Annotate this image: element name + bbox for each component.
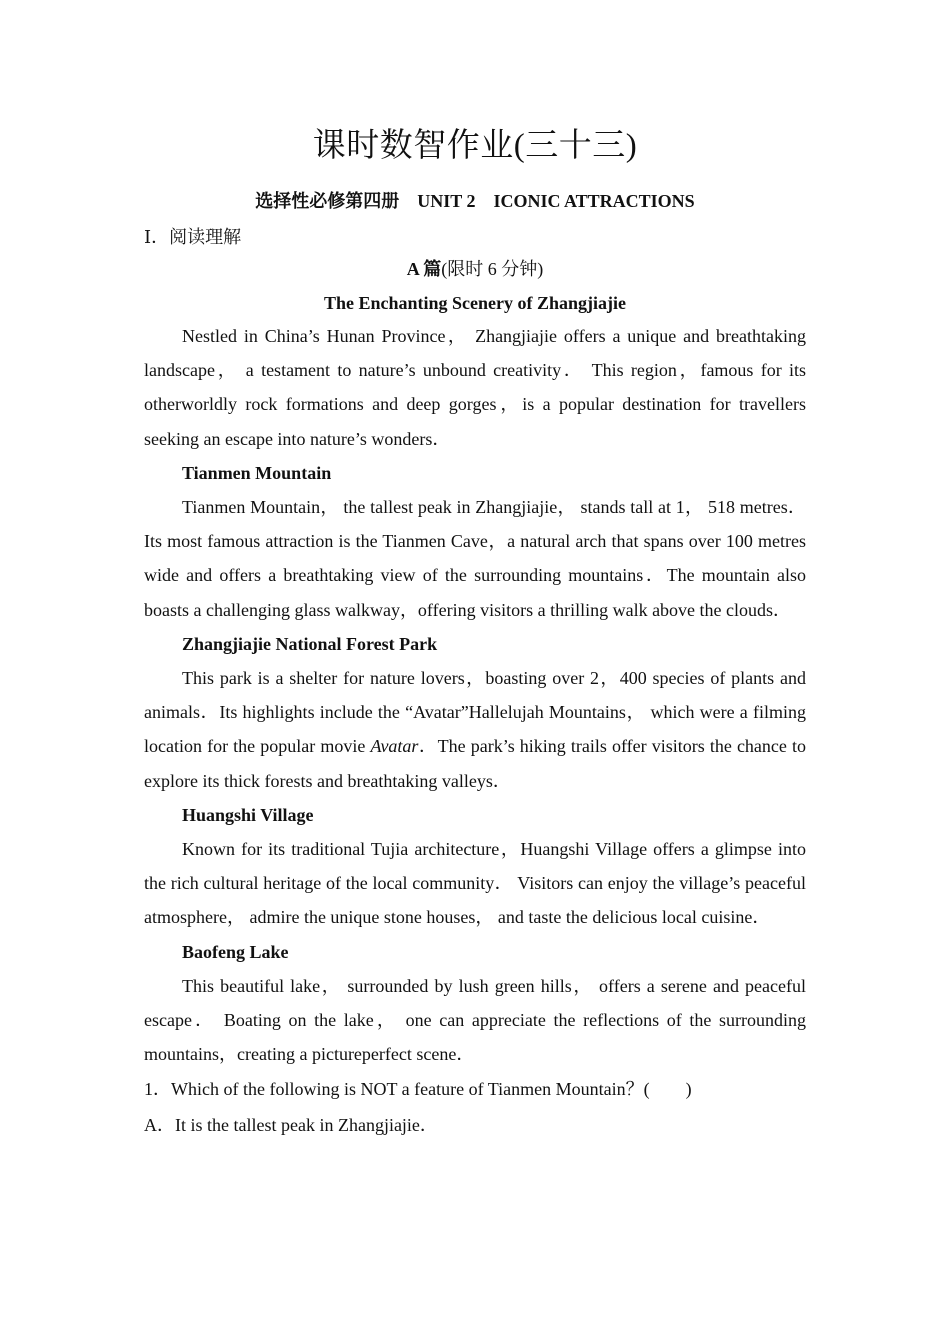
section-heading: Ⅰ．阅读理解 [144, 227, 242, 247]
paragraph-baofeng: This beautiful lake， surrounded by lush green hills， offers a serene and peaceful escape． Boating on the lake， one can appreciate the reflections of the surrounding mountains，creating a pictureperfect scene． [144, 975, 806, 1065]
intro-paragraph: Nestled in China’s Hunan Province， Zhangjiajie offers a unique and breathtaking landscape， a testament to nature’s unbound creativity． This region，famous for its otherworldly rock formations and deep gorges，is a popular destination for travellers seeking an escape into nature’s wonders． [144, 326, 806, 449]
section-heading-baofeng: Baofeng Lake [182, 941, 289, 962]
paragraph-huangshi: Known for its traditional Tujia architecture，Huangshi Village offers a glimpse into the rich cultural heritage of the local community． Visitors can enjoy the village’s peaceful atmosphere， admire the unique stone houses， and taste the delicious local cuisine． [144, 839, 806, 928]
passage-body [144, 319, 806, 1143]
paragraph-forest-park [144, 661, 806, 798]
section-heading-forest-park: Zhangjiajie National Forest Park [182, 633, 438, 654]
unit-subtitle: 选择性必修第四册 UNIT 2 ICONIC ATTRACTIONS [255, 191, 695, 211]
paragraph-forest-park-part1: This park is a shelter for nature lovers，boasting over 2，400 species of plants and animals．Its highlights include the “Avatar”Hallelujah Mountains， which were a filming location for the popular movie [144, 668, 806, 757]
movie-title: Avatar [370, 736, 419, 757]
part-heading [0, 254, 950, 284]
question-1-stem: 1．Which of the following is NOT a feature of Tianmen Mountain？( ) [144, 1079, 692, 1100]
paragraph-tianmen: Tianmen Mountain， the tallest peak in Zhangjiajie， stands tall at 1， 518 metres．Its most famous attraction is the Tianmen Cave，a natural arch that spans over 100 metres wide and offers a breathtaking view of the surrounding mountains．The mountain also boasts a challenging glass walkway，offering visitors a thrilling walk above the clouds． [144, 497, 806, 620]
part-time-limit: (限时 6 分钟) [441, 259, 544, 279]
page-title: 课时数智作业(三十三) [312, 128, 638, 164]
question-1-option-a: A．It is the tallest peak in Zhangjiajie． [144, 1115, 438, 1136]
section-heading-huangshi: Huangshi Village [182, 804, 314, 825]
section-heading-tianmen: Tianmen Mountain [182, 462, 332, 483]
part-label: A 篇 [406, 259, 442, 279]
passage-title: The Enchanting Scenery of Zhangjiajie [323, 293, 627, 313]
paragraph-forest-park-part2: ．The park’s hiking trails offer visitors the chance to explore its thick forests and breathtaking valleys． [144, 736, 806, 791]
